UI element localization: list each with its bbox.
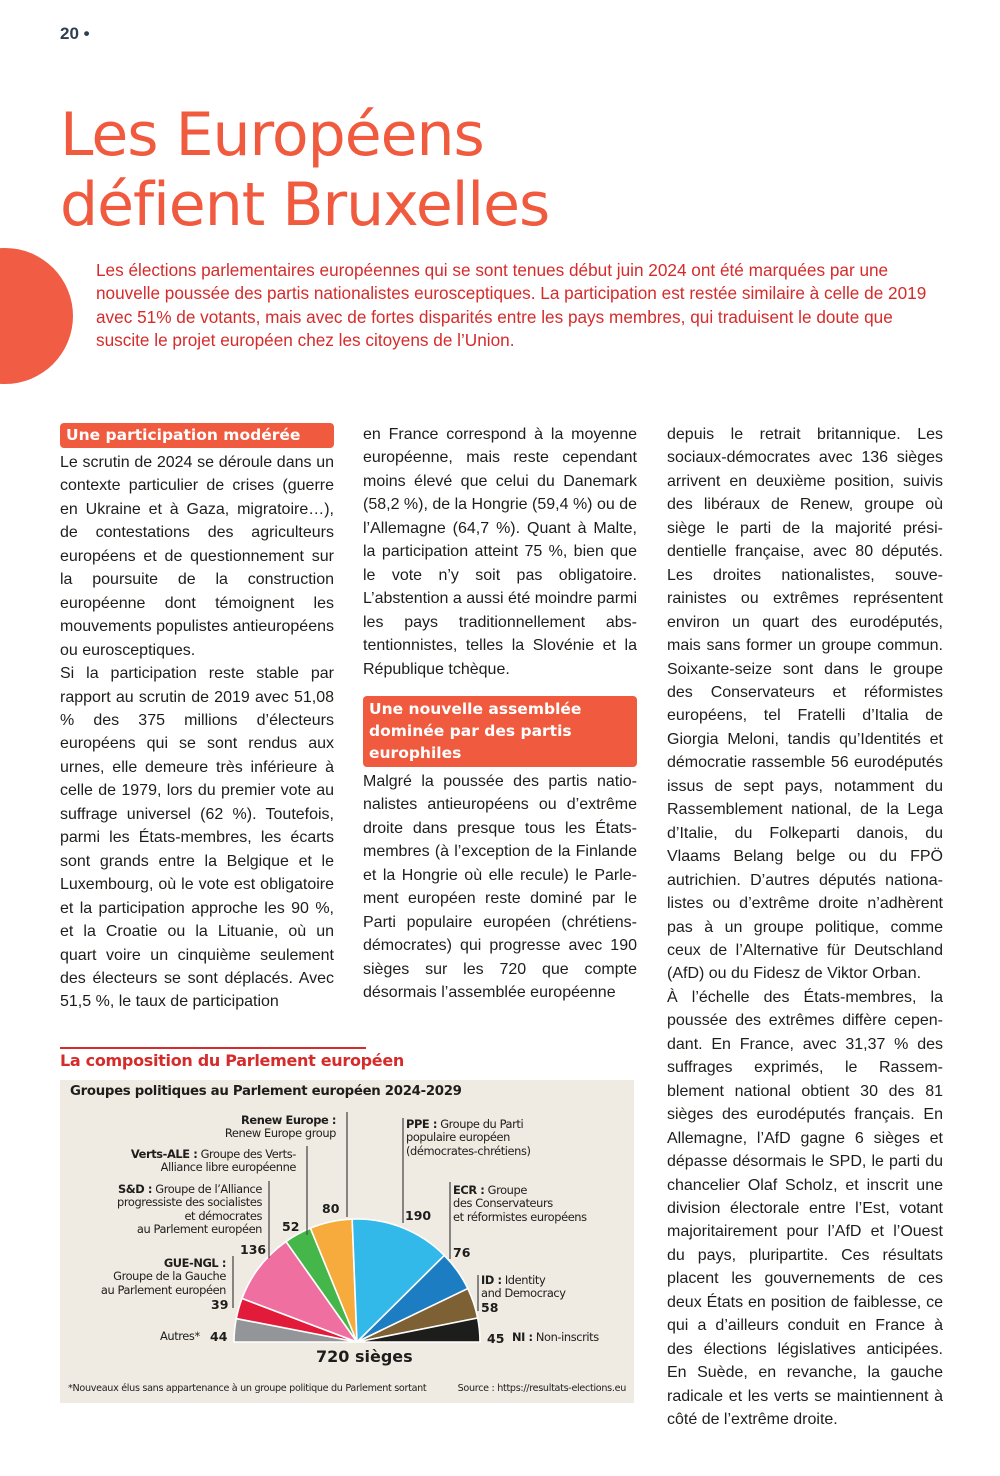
column-1: [60, 423, 334, 1014]
paragraph: Si la participation reste stable par rapport au scrutin de 2019 avec 51,08 % des 375 millions d’électeurs européens qui se sont rendus aux urnes, elle demeure très inférieure à celle de 1979, lors du premier vote au suffrage universel (62 %). Toutefois, parmi les États-membres, les écarts sont grands entre la Belgique et le Luxembourg, où le vote est obligatoire et la participation approche les 90 %, et la Croatie ou la Lituanie, où un quart voire un cinquième seulement des électeurs se sont déplacés. Avec 51,5 %, le taux de participation: [60, 665, 334, 1011]
paragraph: Malgré la poussée des partis nationalistes antieuropéens ou d’extrême droite dans presque tous les États-membres (à l’exception de la Finlande et la Hongrie où elle recule) le Parlement européen reste dominé par le Parti populaire européen (chrétiens-démocrates) qui progresse avec 190 sièges sur les 720 que compte désormais l’assemblée européenne: [363, 772, 637, 1002]
value-ecr: 76: [453, 1245, 471, 1260]
lead-paragraph: Les élections parlementaires européennes qui se sont tenues début juin 2024 ont été marquées par une nouvelle poussée des partis nationalistes eurosceptiques. La participation est restée similaire à celle de 2019 avec 51% de votants, mais avec de fortes disparités entre les pays membres, qui traduisent le doute que suscite le projet européen chez les citoyens de l’Union.: [96, 260, 927, 351]
chart-title: Groupes politiques au Parlement européen 2024-2029: [70, 1084, 462, 1099]
column-3: [667, 423, 943, 1431]
title-line-2: défient Bruxelles: [60, 170, 550, 240]
total-seats: 720 sièges: [316, 1347, 413, 1366]
label-ecr: ECR : Groupe des Conservateurs et réformistes européens: [453, 1183, 587, 1224]
chart-heading: La composition du Parlement européen: [60, 1051, 404, 1070]
paragraph: en France correspond à la moyenne européenne, mais reste cependant moins élevé que celui du Danemark (58,2 %), de la Hongrie (59,4 %) ou de l’Allemagne (64,7 %). Quant à Malte, la participation atteint 75 %, bien que le vote n’y soit pas obligatoire. L’abstention a aussi été moindre parmi les pays traditionnellement abstentionnistes, telles la Slovénie et la République tchèque.: [363, 426, 637, 678]
chart-source: Source : https://resultats-elections.eu: [457, 1383, 626, 1394]
label-renew: Renew Europe : Renew Europe group: [224, 1113, 336, 1141]
label-ni: NI : Non-inscrits: [512, 1330, 599, 1344]
value-verts-ale: 52: [282, 1219, 300, 1234]
value-autres: 44: [210, 1329, 228, 1344]
section-heading-assemblee: Une nouvelle assemblée dominée par des partis europhiles: [363, 696, 637, 767]
chart-rule: [60, 1047, 366, 1049]
label-id: ID : Identity and Democracy: [481, 1273, 566, 1301]
page-number: 20 •: [60, 24, 90, 43]
label-ppe: PPE : Groupe du Parti populaire européen (démocrates-chrétiens): [406, 1117, 531, 1158]
paragraph: À l’échelle des États-membres, la poussée des extrêmes diffère cependant. En France, avec 31,37 % des suffrages exprimés, le Rassemblement national obtient 30 des 81 sièges des eurodéputés français. En Allemagne, l’AfD gagne 6 sièges et dépasse désormais le SPD, le parti du chancelier Olaf Scholz, et inscrit une division électorale entre l’Est, votant majoritairement pour l’AfD et l’Ouest du pays, pluripartite. Ces résultats placent les gouvernements de ces deux États en position de faiblesse, ce qui a d’ailleurs conduit en France à des élections législatives anticipées. En Suède, en revanche, la gauche radicale et les verts se maintiennent à côté de l’extrême droite.: [667, 988, 943, 1429]
page-title: [60, 100, 549, 240]
decorative-circle: [0, 248, 73, 384]
value-ppe: 190: [405, 1208, 432, 1223]
paragraph: depuis le retrait britannique. Les sociaux-démocrates avec 136 sièges arrivent en deuxième position, suivis des libéraux de Renew, groupe où siège le parti de la majorité présidentielle française, avec 80 députés. Les droites nationalistes, souverainistes ou extrêmes représentent environ un quart des eurodéputés, mais sans former un groupe commun. Soixante-seize sont dans le groupe des Conservateurs et réformistes européens, tel Fratelli d’Italia de Giorgia Meloni, tandis qu’Identités et démocratie rassemble 56 eurodéputés issus de sept pays, notamment du Rassemblement national, de la Lega d’Italie, du Folkeparti danois, du Vlaams Belang belge ou du FPÖ autrichien. D’autres députés nationalistes ou d’extrême droite n’adhèrent pas à un groupe politique, comme ceux de l’Alternative für Deutschland (AfD) ou du Fidesz de Viktor Orban.: [667, 426, 943, 983]
label-verts-ale: Verts-ALE : Groupe des Verts- Alliance libre européenne: [130, 1147, 296, 1175]
value-sd: 136: [240, 1242, 267, 1257]
label-autres: Autres*: [160, 1329, 200, 1343]
value-ni: 45: [487, 1331, 505, 1346]
label-sd: S&D : Groupe de l’Alliance progressiste des socialistes et démocrates au Parlement européen: [117, 1182, 262, 1237]
chart-footnote: *Nouveaux élus sans appartenance à un groupe politique du Parlement sortant: [68, 1383, 427, 1394]
paragraph: Le scrutin de 2024 se déroule dans un contexte particulier de crises (guerre en Ukraine et à Gaza, migratoire…), de contestations des agriculteurs européens et de questionnement sur la poursuite de la construction européenne dont témoignent les mouvements populistes antieuropéens ou eurosceptiques.: [60, 454, 334, 659]
title-line-1: Les Européens: [60, 100, 484, 170]
column-2: [363, 423, 637, 1005]
value-id: 58: [481, 1300, 499, 1315]
value-gue-ngl: 39: [211, 1297, 229, 1312]
chart-box: [60, 1080, 634, 1403]
section-heading-participation: Une participation modérée: [60, 423, 334, 448]
value-renew: 80: [322, 1201, 340, 1216]
label-gue-ngl: GUE-NGL : Groupe de la Gauche au Parlement européen: [100, 1256, 226, 1297]
